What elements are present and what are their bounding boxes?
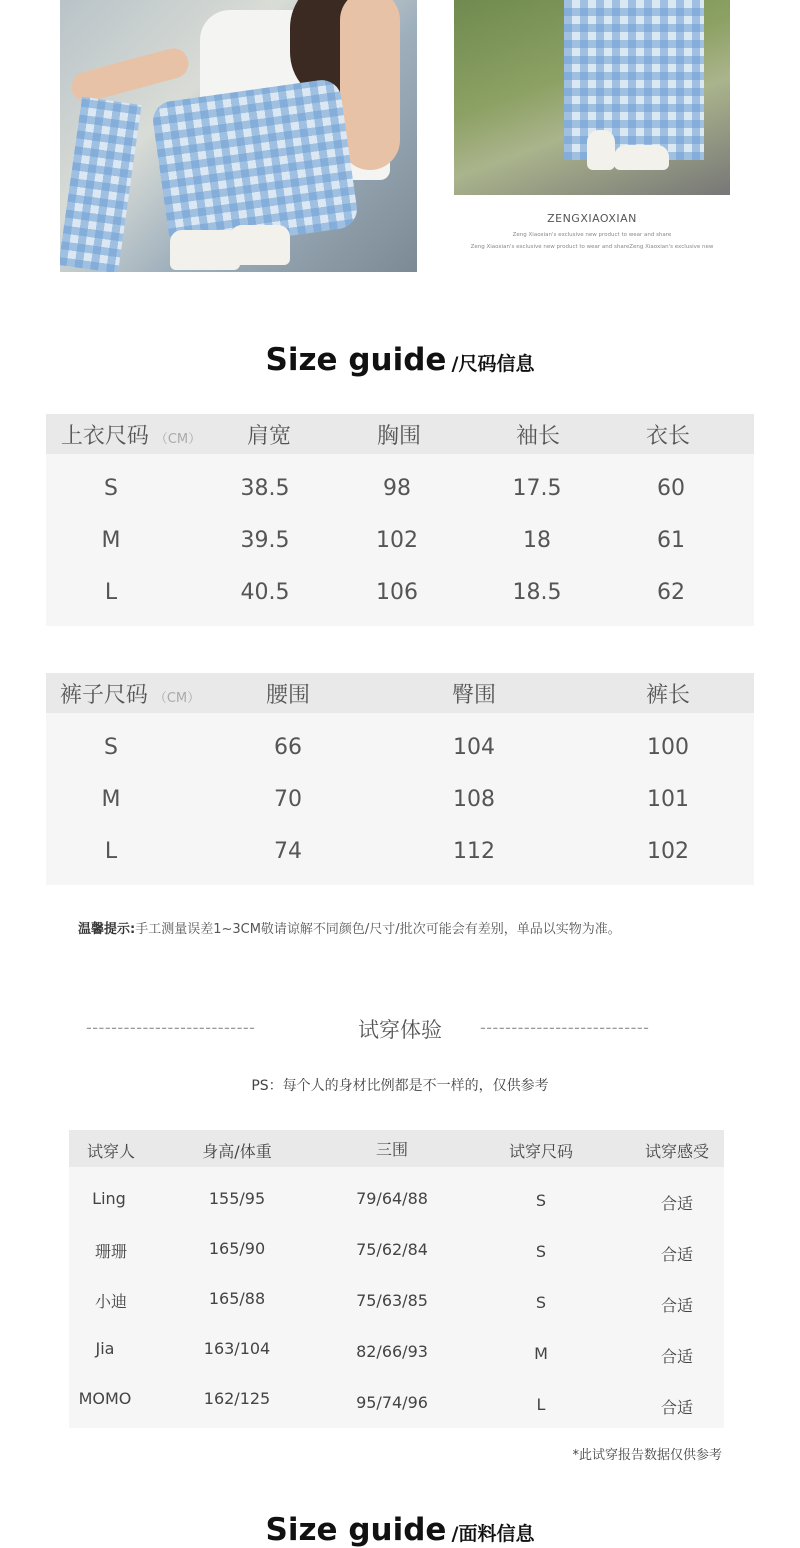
- fabric-guide-title: Size guide: [265, 1512, 447, 1548]
- pants-row-s-length: 100: [647, 735, 689, 760]
- fit-row-1-name: Ling: [92, 1189, 126, 1208]
- top-row-s-chest: 98: [383, 476, 411, 501]
- fit-row-5-feeling: 合适: [660, 1398, 694, 1417]
- top-row-l-length: 62: [657, 580, 685, 605]
- fit-row-4-size: M: [534, 1344, 548, 1363]
- fit-row-3-hw: 165/88: [208, 1289, 266, 1308]
- top-row-l-size: L: [104, 580, 118, 605]
- top-row-m-sleeve: 18: [523, 528, 551, 553]
- fit-row-3-measure: 75/63/85: [356, 1291, 428, 1310]
- top-col-length: 衣长: [645, 424, 691, 449]
- pants-col-hip: 臀围: [451, 683, 497, 708]
- fit-row-5-name: MOMO: [78, 1389, 132, 1408]
- top-size-table: [46, 414, 754, 626]
- fit-row-2-size: S: [535, 1242, 547, 1261]
- top-row-s-shoulder: 38.5: [240, 476, 290, 501]
- fit-row-4-name: Jia: [95, 1339, 115, 1358]
- top-col-sleeve: 袖长: [515, 424, 561, 449]
- measurement-tip: [78, 918, 621, 937]
- top-row-s-sleeve: 17.5: [512, 476, 562, 501]
- fitting-ps-note: PS：每个人的身材比例都是不一样的，仅供参考: [251, 1078, 549, 1094]
- fit-row-3-name: 小迪: [94, 1292, 128, 1311]
- top-row-m-size: M: [101, 528, 121, 553]
- fit-row-3-feeling: 合适: [660, 1296, 694, 1315]
- size-guide-subtitle: /尺码信息: [451, 353, 535, 375]
- pants-row-s-size: S: [104, 735, 118, 760]
- pants-size-label: 裤子尺码 （CM）: [59, 683, 201, 708]
- pants-row-l-length: 102: [647, 839, 689, 864]
- fit-row-4-measure: 82/66/93: [356, 1342, 428, 1361]
- fit-col-feeling: 试穿感受: [644, 1142, 710, 1161]
- pants-row-l-hip: 112: [453, 839, 495, 864]
- pants-row-m-hip: 108: [453, 787, 495, 812]
- fit-col-measurements: 三围: [375, 1140, 409, 1159]
- top-row-m-chest: 102: [376, 528, 418, 553]
- fit-row-2-name: 珊珊: [94, 1242, 128, 1261]
- model-photo-left: [60, 0, 417, 272]
- pants-row-l-waist: 74: [274, 839, 302, 864]
- fit-row-1-size: S: [535, 1191, 547, 1210]
- fit-row-1-measure: 79/64/88: [356, 1189, 428, 1208]
- pants-size-table: [46, 673, 754, 885]
- top-row-l-chest: 106: [376, 580, 418, 605]
- pants-row-l-size: L: [104, 839, 118, 864]
- pants-row-s-hip: 104: [453, 735, 495, 760]
- top-row-s-length: 60: [657, 476, 685, 501]
- tip-label: 温馨提示:: [78, 922, 136, 937]
- fit-row-5-hw: 162/125: [203, 1389, 271, 1408]
- fit-row-3-size: S: [535, 1293, 547, 1312]
- brand-name: ZENGXIAOXIAN: [547, 212, 637, 225]
- size-guide-heading: [0, 342, 800, 378]
- fitting-table: [69, 1130, 724, 1428]
- fitting-title: 试穿体验: [358, 1018, 442, 1042]
- top-size-label: 上衣尺码 （CM）: [60, 424, 202, 449]
- brand-line-2: Zeng Xiaoxian's exclusive new product to wear and shareZeng Xiaoxian's exclusive new: [470, 244, 714, 250]
- pants-row-m-waist: 70: [274, 787, 302, 812]
- fit-row-1-hw: 155/95: [208, 1189, 266, 1208]
- fit-row-5-measure: 95/74/96: [356, 1393, 428, 1412]
- size-guide-title: Size guide: [265, 342, 447, 378]
- fabric-guide-subtitle: /面料信息: [451, 1523, 535, 1545]
- fit-row-2-hw: 165/90: [208, 1239, 266, 1258]
- fit-row-5-size: L: [536, 1395, 546, 1414]
- model-photo-right: [454, 0, 730, 195]
- tip-text: 手工测量误差1~3CM敬请谅解不同颜色/尺寸/批次可能会有差别，单品以实物为准。: [135, 922, 621, 937]
- fit-col-height-weight: 身高/体重: [202, 1142, 272, 1161]
- fit-col-tester: 试穿人: [86, 1142, 136, 1161]
- fit-row-2-measure: 75/62/84: [356, 1240, 428, 1259]
- fit-row-4-feeling: 合适: [660, 1347, 694, 1366]
- fit-col-size: 试穿尺码: [508, 1142, 574, 1161]
- pants-col-waist: 腰围: [265, 683, 311, 708]
- top-col-chest: 胸围: [376, 424, 422, 449]
- top-col-shoulder: 肩宽: [246, 424, 292, 449]
- top-row-m-shoulder: 39.5: [240, 528, 290, 553]
- divider-right: ---------------------------: [480, 1018, 650, 1037]
- fitting-footnote: *此试穿报告数据仅供参考: [572, 1448, 722, 1463]
- fit-row-1-feeling: 合适: [660, 1194, 694, 1213]
- top-row-m-length: 61: [657, 528, 685, 553]
- top-row-l-sleeve: 18.5: [512, 580, 562, 605]
- pants-row-m-size: M: [101, 787, 121, 812]
- brand-line-1: Zeng Xiaoxian's exclusive new product to wear and share: [512, 232, 672, 238]
- fit-row-2-feeling: 合适: [660, 1245, 694, 1264]
- pants-row-s-waist: 66: [274, 735, 302, 760]
- pants-col-length: 裤长: [645, 683, 691, 708]
- top-row-l-shoulder: 40.5: [240, 580, 290, 605]
- fabric-guide-heading: [0, 1512, 800, 1548]
- pants-row-m-length: 101: [647, 787, 689, 812]
- divider-left: ---------------------------: [86, 1018, 256, 1037]
- fit-row-4-hw: 163/104: [203, 1339, 271, 1358]
- top-row-s-size: S: [104, 476, 118, 501]
